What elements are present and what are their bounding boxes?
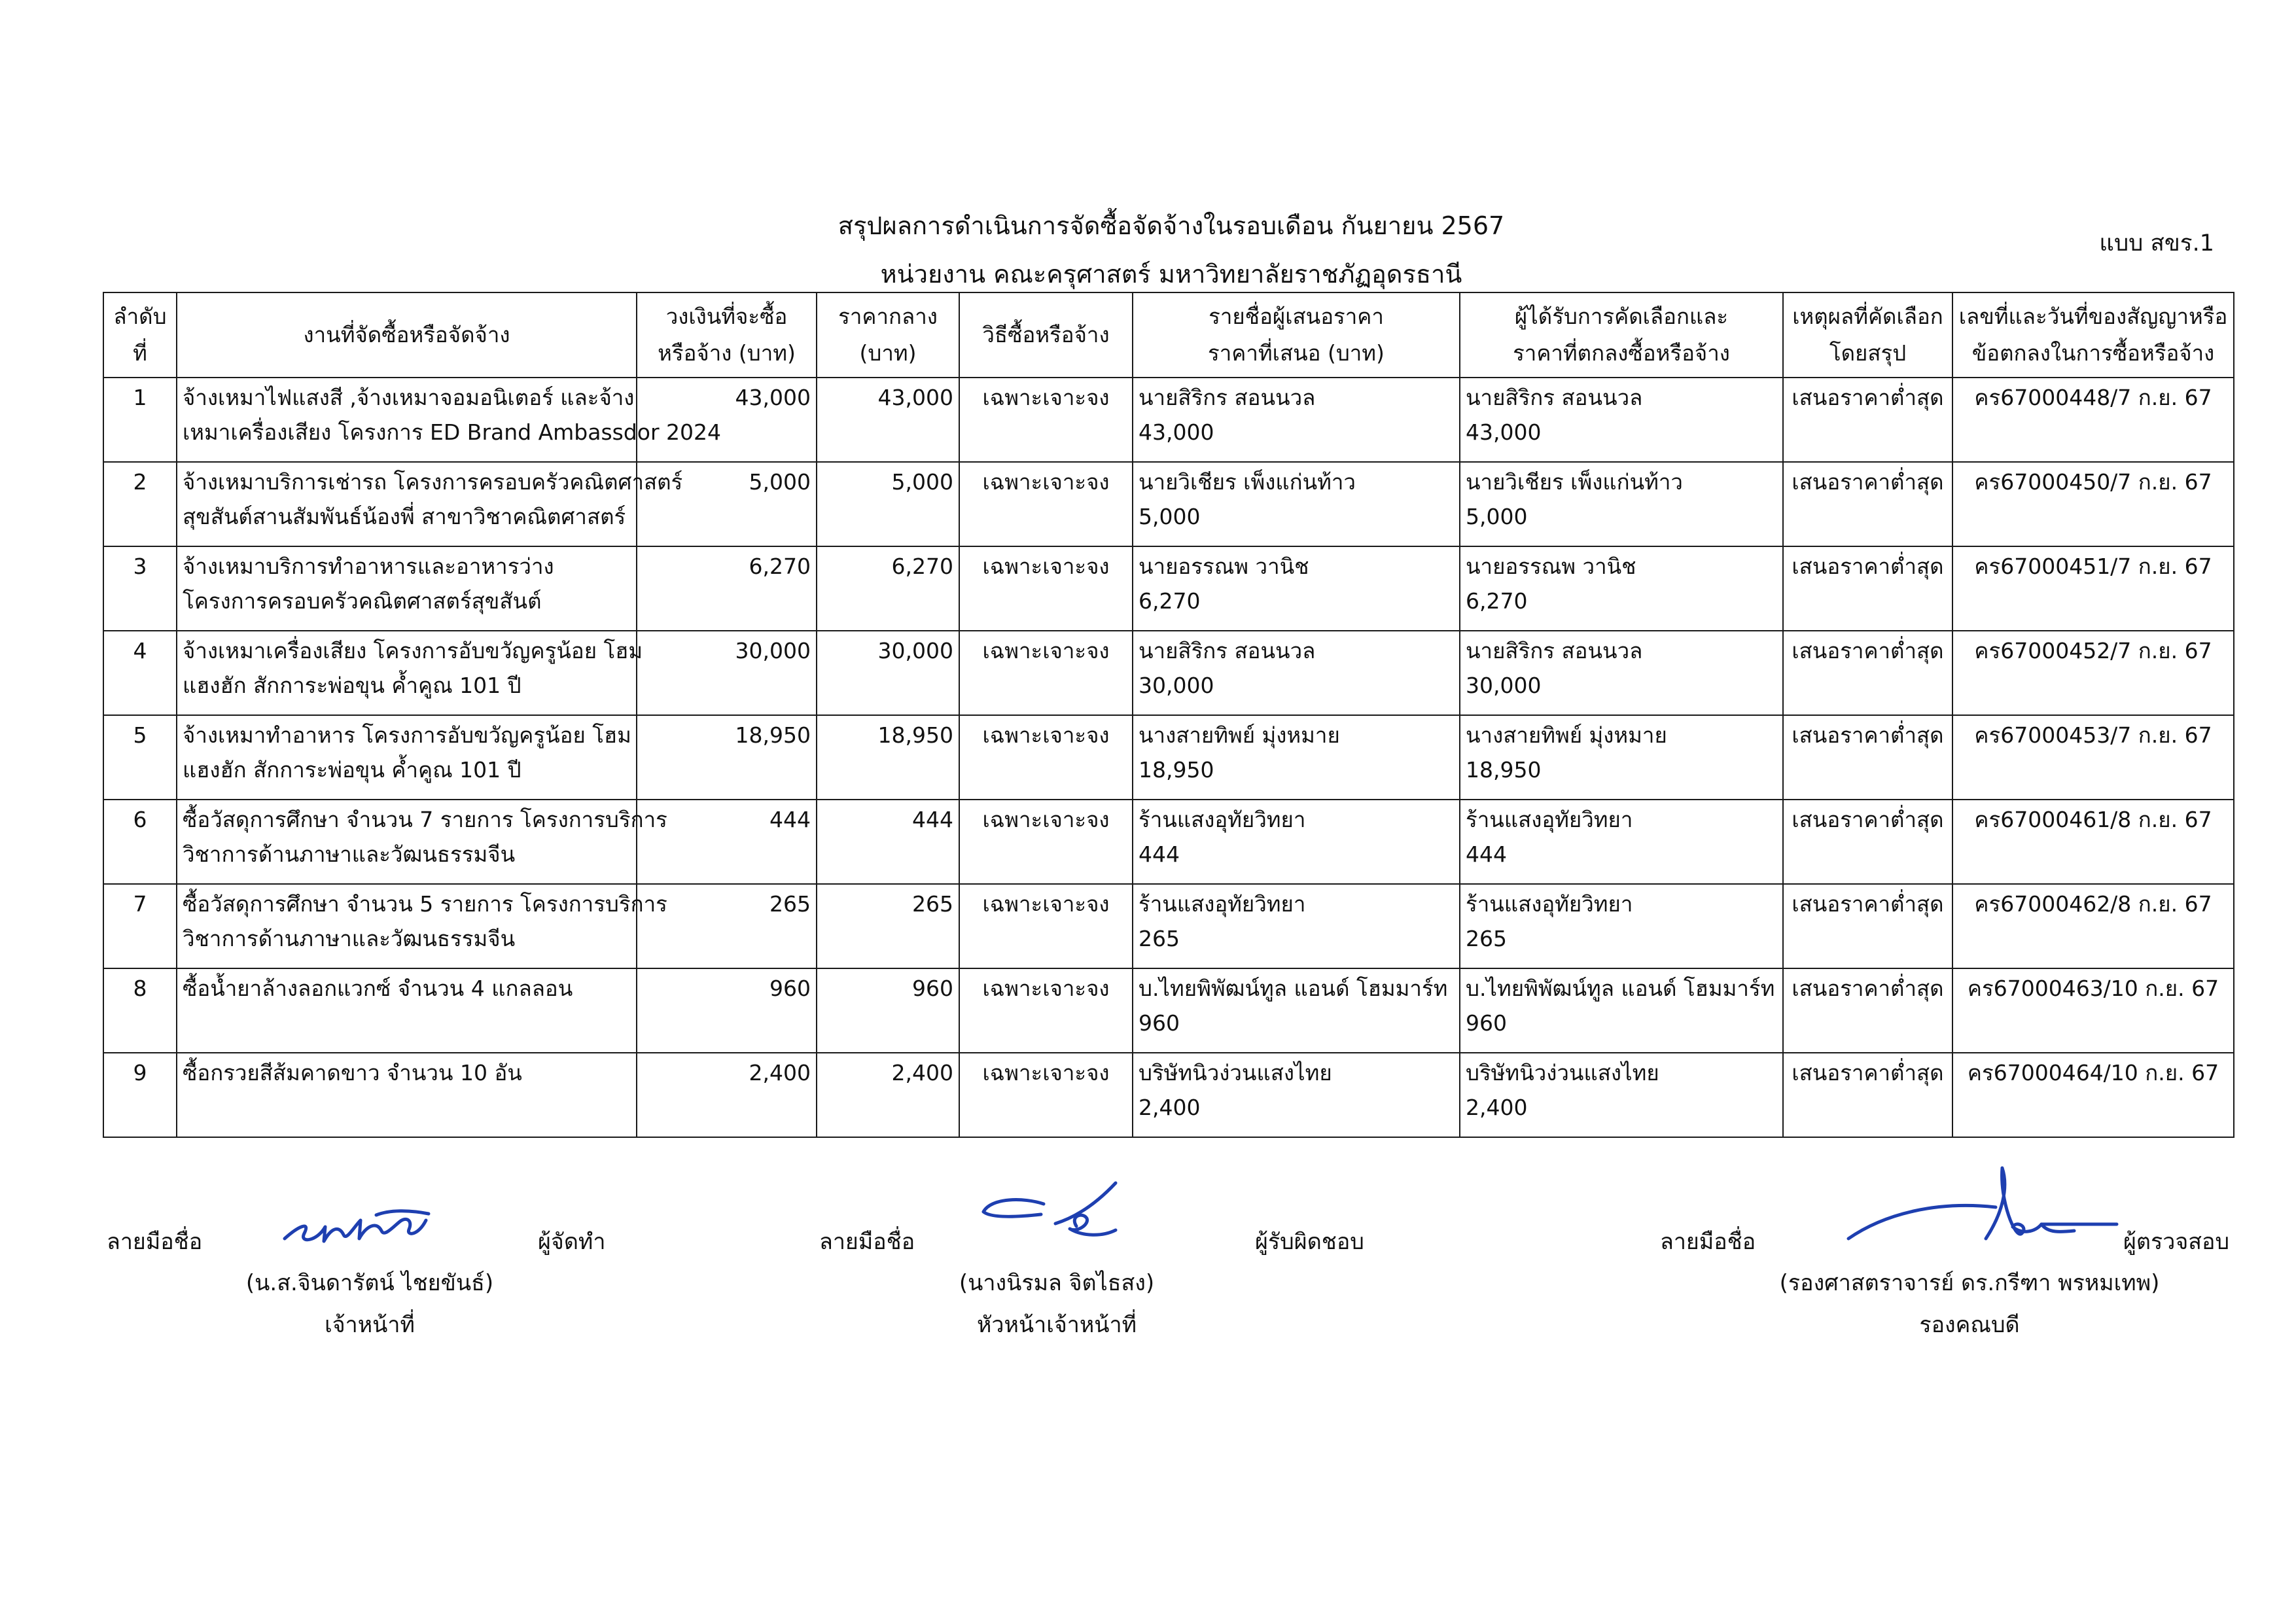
selection-reason-cell: [1783, 546, 1952, 631]
selection-reason-cell: [1783, 800, 1952, 884]
contract-reference: คร67000463/10 ก.ย. 67: [1967, 976, 2219, 1001]
bidder-cell: [1133, 631, 1460, 715]
contract-cell: [1952, 378, 2234, 462]
selection-reason: เสนอราคาต่ำสุด: [1792, 385, 1944, 410]
bidder-name: บริษัทนิวง่วนแสงไทย: [1139, 1060, 1332, 1086]
row-number-cell: [103, 968, 177, 1053]
winner-price: 2,400: [1466, 1094, 1528, 1120]
header-bidders: [1133, 292, 1460, 378]
bidder-price: 960: [1139, 1010, 1180, 1036]
work-description-line-1: จ้างเหมาเครื่องเสียง โครงการอับขวัญครูน้อย โฮม: [183, 638, 643, 663]
bidder-name: นายสิริกร สอนนวล: [1139, 385, 1316, 410]
work-description-cell: [177, 800, 667, 884]
median-price-cell: [817, 462, 959, 546]
contract-cell: [1952, 800, 2234, 884]
median-price-cell: [817, 968, 959, 1053]
budget-amount: 960: [769, 976, 811, 1001]
winner-name: นางสายทิพย์ มุ่งหมาย: [1466, 722, 1667, 748]
contract-reference: คร67000450/7 ก.ย. 67: [1974, 469, 2212, 495]
median-price-cell: [817, 884, 959, 968]
table-row: [103, 1053, 2234, 1137]
row-number-cell: [103, 800, 177, 884]
header-bidders-line-2: ราคาที่เสนอ (บาท): [1208, 340, 1385, 366]
work-description-line-2: แฮงฮัก สักการะพ่อขุน ค้ำคูณ 101 ปี: [183, 756, 521, 783]
work-description-cell: [177, 968, 637, 1053]
procurement-method: เฉพาะเจาะจง: [982, 976, 1110, 1001]
signature-role-reviewer: ผู้ตรวจสอบ: [2123, 1229, 2230, 1255]
table-row: [103, 378, 2234, 462]
header-median-line-2: (บาท): [859, 340, 917, 366]
signature-label-reviewer: ลายมือชื่อ: [1660, 1229, 1756, 1255]
winner-price: 30,000: [1466, 672, 1542, 698]
selection-reason: เสนอราคาต่ำสุด: [1792, 1060, 1944, 1086]
row-number: 8: [133, 976, 147, 1001]
winner-price: 6,270: [1466, 588, 1528, 614]
row-number: 9: [133, 1060, 147, 1086]
median-price: 6,270: [891, 554, 953, 579]
median-price: 960: [912, 976, 953, 1001]
header-reason: [1783, 292, 1952, 378]
header-contract-line-2: ข้อตกลงในการซื้อหรือจ้าง: [1971, 340, 2215, 366]
row-number-cell: [103, 884, 177, 968]
form-code: แบบ สขร.1: [2099, 230, 2214, 256]
header-bidders-line-1: รายชื่อผู้เสนอราคา: [1209, 303, 1384, 329]
work-description-line-1: ซื้อวัสดุการศึกษา จำนวน 7 รายการ โครงการบริการ: [183, 807, 667, 832]
row-number: 6: [133, 807, 147, 832]
table-body: [103, 378, 2234, 1137]
signature-title-reviewer: รองคณบดี: [1919, 1312, 2020, 1338]
selection-reason: เสนอราคาต่ำสุด: [1792, 554, 1944, 579]
budget-amount: 6,270: [749, 554, 811, 579]
table-row: [103, 800, 2234, 884]
selection-reason-cell: [1783, 1053, 1952, 1137]
median-price-cell: [817, 631, 959, 715]
median-price-cell: [817, 546, 959, 631]
selection-reason: เสนอราคาต่ำสุด: [1792, 638, 1944, 663]
budget-cell: [637, 968, 817, 1053]
bidder-name: นางสายทิพย์ มุ่งหมาย: [1139, 722, 1340, 748]
budget-amount: 30,000: [735, 638, 811, 663]
contract-cell: [1952, 715, 2234, 800]
procurement-method-cell: [959, 546, 1133, 631]
unit-title: หน่วยงาน คณะครุศาสตร์ มหาวิทยาลัยราชภัฏอุดรธานี: [880, 260, 1462, 289]
selection-reason: เสนอราคาต่ำสุด: [1792, 807, 1944, 832]
winner-cell: [1460, 631, 1783, 715]
bidder-price: 43,000: [1139, 419, 1214, 445]
budget-cell: [637, 631, 817, 715]
document-title: สรุปผลการดำเนินการจัดซื้อจัดจ้างในรอบเดือน กันยายน 2567: [838, 211, 1505, 240]
contract-reference: คร67000451/7 ก.ย. 67: [1974, 554, 2212, 579]
row-number: 3: [133, 554, 147, 579]
median-price: 5,000: [891, 469, 953, 495]
selection-reason-cell: [1783, 462, 1952, 546]
bidder-price: 18,950: [1139, 756, 1214, 783]
procurement-method: เฉพาะเจาะจง: [982, 638, 1110, 663]
winner-cell: [1460, 884, 1783, 968]
contract-reference: คร67000452/7 ก.ย. 67: [1974, 638, 2212, 663]
work-description-line-1: ซื้อวัสดุการศึกษา จำนวน 5 รายการ โครงการบริการ: [183, 891, 667, 917]
work-description-line-2: วิชาการด้านภาษาและวัฒนธรรมจีน: [183, 841, 516, 867]
selection-reason-cell: [1783, 378, 1952, 462]
median-price: 444: [912, 807, 953, 832]
header-median: [817, 292, 959, 378]
winner-name: นายสิริกร สอนนวล: [1466, 385, 1643, 410]
bidder-name: นายสิริกร สอนนวล: [1139, 638, 1316, 663]
winner-name: บ.ไทยพิพัฒน์ทูล แอนด์ โฮมมาร์ท: [1466, 976, 1775, 1001]
header-contract-line-1: เลขที่และวันที่ของสัญญาหรือ: [1958, 303, 2228, 329]
signature-responsible-scribble: [978, 1178, 1135, 1250]
bidder-name: นายอรรณพ วานิช: [1139, 554, 1309, 579]
row-number-cell: [103, 378, 177, 462]
selection-reason: เสนอราคาต่ำสุด: [1792, 722, 1944, 748]
work-description-line-1: จ้างเหมาบริการเช่ารถ โครงการครอบครัวคณิตศาสตร์: [183, 469, 683, 495]
bidder-name: ร้านแสงอุทัยวิทยา: [1139, 807, 1306, 832]
signature-title-preparer: เจ้าหน้าที่: [325, 1312, 415, 1338]
signature-role-responsible: ผู้รับผิดชอบ: [1255, 1229, 1364, 1255]
bidder-cell: [1133, 1053, 1460, 1137]
table-row: [103, 631, 2234, 715]
budget-amount: 265: [769, 891, 811, 917]
signature-name-reviewer: (รองศาสตราจารย์ ดร.กรีฑา พรหมเทพ): [1779, 1270, 2160, 1296]
contract-cell: [1952, 631, 2234, 715]
row-number: 2: [133, 469, 147, 495]
signature-preparer-scribble: [278, 1201, 442, 1253]
contract-reference: คร67000464/10 ก.ย. 67: [1967, 1060, 2219, 1086]
header-budget-line-1: วงเงินที่จะซื้อ: [665, 303, 788, 329]
contract-reference: คร67000462/8 ก.ย. 67: [1974, 891, 2212, 917]
budget-amount: 43,000: [735, 385, 811, 410]
work-description-line-2: แฮงฮัก สักการะพ่อขุน ค้ำคูณ 101 ปี: [183, 672, 521, 698]
winner-price: 444: [1466, 841, 1507, 867]
median-price: 18,950: [877, 722, 953, 748]
work-description-cell: [177, 715, 637, 800]
bidder-price: 5,000: [1139, 503, 1201, 529]
contract-reference: คร67000448/7 ก.ย. 67: [1974, 385, 2212, 410]
selection-reason-cell: [1783, 884, 1952, 968]
header-method: [959, 292, 1133, 378]
procurement-table: [103, 292, 2234, 1138]
procurement-method: เฉพาะเจาะจง: [982, 554, 1110, 579]
selection-reason: เสนอราคาต่ำสุด: [1792, 469, 1944, 495]
work-description-cell: [177, 884, 667, 968]
winner-cell: [1460, 715, 1783, 800]
bidder-name: บ.ไทยพิพัฒน์ทูล แอนด์ โฮมมาร์ท: [1139, 976, 1448, 1001]
median-price-cell: [817, 1053, 959, 1137]
work-description-line-1: ซื้อกรวยสีส้มคาดขาว จำนวน 10 อัน: [183, 1060, 522, 1086]
winner-cell: [1460, 1053, 1783, 1137]
work-description-cell: [177, 462, 683, 546]
table-row: [103, 462, 2234, 546]
bidder-price: 2,400: [1139, 1094, 1201, 1120]
header-work: [177, 292, 637, 378]
winner-name: บริษัทนิวง่วนแสงไทย: [1466, 1060, 1659, 1086]
table-row: [103, 884, 2234, 968]
median-price-cell: [817, 800, 959, 884]
contract-reference: คร67000461/8 ก.ย. 67: [1974, 807, 2212, 832]
procurement-method: เฉพาะเจาะจง: [982, 469, 1110, 495]
procurement-method: เฉพาะเจาะจง: [982, 722, 1110, 748]
winner-name: นายสิริกร สอนนวล: [1466, 638, 1643, 663]
table-row: [103, 546, 2234, 631]
table-row: [103, 715, 2234, 800]
header-budget-line-2: หรือจ้าง (บาท): [658, 340, 796, 366]
bidder-price: 444: [1139, 841, 1180, 867]
budget-amount: 2,400: [749, 1060, 811, 1086]
procurement-method-cell: [959, 800, 1133, 884]
header-method-line-1: วิธีซื้อหรือจ้าง: [982, 321, 1110, 347]
median-price-cell: [817, 378, 959, 462]
work-description-line-1: จ้างเหมาไฟแสงสี ,จ้างเหมาจอมอนิเตอร์ และจ้าง: [183, 385, 635, 410]
winner-cell: [1460, 800, 1783, 884]
median-price-cell: [817, 715, 959, 800]
header-reason-line-1: เหตุผลที่คัดเลือก: [1792, 303, 1943, 329]
winner-price: 43,000: [1466, 419, 1542, 445]
signature-title-responsible: หัวหน้าเจ้าหน้าที่: [976, 1312, 1137, 1338]
header-winner: [1460, 292, 1783, 378]
row-number-cell: [103, 631, 177, 715]
row-number: 5: [133, 722, 147, 748]
winner-cell: [1460, 462, 1783, 546]
header-work-line-1: งานที่จัดซื้อหรือจัดจ้าง: [303, 321, 510, 347]
procurement-method-cell: [959, 462, 1133, 546]
contract-cell: [1952, 1053, 2234, 1137]
bidder-cell: [1133, 546, 1460, 631]
winner-name: ร้านแสงอุทัยวิทยา: [1466, 807, 1633, 832]
procurement-method-cell: [959, 631, 1133, 715]
bidder-price: 265: [1139, 925, 1180, 951]
header-no-line-1: ลำดับ: [113, 303, 167, 329]
budget-cell: [637, 715, 817, 800]
median-price: 265: [912, 891, 953, 917]
budget-cell: [637, 546, 817, 631]
work-description-cell: [177, 1053, 637, 1137]
contract-cell: [1952, 462, 2234, 546]
contract-cell: [1952, 546, 2234, 631]
procurement-method: เฉพาะเจาะจง: [982, 385, 1110, 410]
row-number: 1: [133, 385, 147, 410]
procurement-method-cell: [959, 968, 1133, 1053]
bidder-price: 30,000: [1139, 672, 1214, 698]
winner-price: 5,000: [1466, 503, 1528, 529]
winner-cell: [1460, 546, 1783, 631]
work-description-line-1: จ้างเหมาบริการทำอาหารและอาหารว่าง: [183, 554, 554, 579]
signature-reviewer-scribble: [1845, 1161, 2120, 1260]
header-contract: [1952, 292, 2234, 378]
selection-reason: เสนอราคาต่ำสุด: [1792, 976, 1944, 1001]
signature-label-preparer: ลายมือชื่อ: [107, 1229, 203, 1255]
row-number-cell: [103, 715, 177, 800]
selection-reason: เสนอราคาต่ำสุด: [1792, 891, 1944, 917]
header-winner-line-1: ผู้ได้รับการคัดเลือกและ: [1514, 303, 1729, 329]
signature-name-preparer: (น.ส.จินดารัตน์ ไชยขันธ์): [245, 1270, 494, 1296]
signature-role-preparer: ผู้จัดทำ: [538, 1229, 606, 1255]
procurement-method: เฉพาะเจาะจง: [982, 807, 1110, 832]
header-budget: [637, 292, 817, 378]
header-winner-line-2: ราคาที่ตกลงซื้อหรือจ้าง: [1513, 340, 1730, 366]
median-price: 30,000: [877, 638, 953, 663]
contract-cell: [1952, 968, 2234, 1053]
median-price: 43,000: [877, 385, 953, 410]
work-description-line-2: วิชาการด้านภาษาและวัฒนธรรมจีน: [183, 925, 516, 951]
budget-amount: 5,000: [749, 469, 811, 495]
winner-price: 18,950: [1466, 756, 1542, 783]
bidder-cell: [1133, 715, 1460, 800]
winner-name: นายอรรณพ วานิช: [1466, 554, 1636, 579]
bidder-name: นายวิเชียร เพ็งแก่นท้าว: [1139, 469, 1356, 495]
budget-amount: 444: [769, 807, 811, 832]
row-number: 4: [133, 638, 147, 663]
procurement-method: เฉพาะเจาะจง: [982, 1060, 1110, 1086]
work-description-cell: [177, 546, 637, 631]
winner-cell: [1460, 968, 1783, 1053]
table-header-row: [103, 292, 2234, 378]
work-description-line-1: จ้างเหมาทำอาหาร โครงการอับขวัญครูน้อย โฮม: [183, 722, 631, 748]
bidder-cell: [1133, 800, 1460, 884]
procurement-method-cell: [959, 1053, 1133, 1137]
header-no-line-2: ที่: [133, 340, 147, 366]
selection-reason-cell: [1783, 968, 1952, 1053]
work-description-line-2: สุขสันต์สานสัมพันธ์น้องพี่ สาขาวิชาคณิตศาสตร์: [183, 503, 626, 529]
winner-name: นายวิเชียร เพ็งแก่นท้าว: [1466, 469, 1683, 495]
contract-reference: คร67000453/7 ก.ย. 67: [1974, 722, 2212, 748]
bidder-cell: [1133, 884, 1460, 968]
procurement-method: เฉพาะเจาะจง: [982, 891, 1110, 917]
table-row: [103, 968, 2234, 1053]
header-median-line-1: ราคากลาง: [838, 303, 938, 329]
winner-price: 960: [1466, 1010, 1507, 1036]
bidder-name: ร้านแสงอุทัยวิทยา: [1139, 891, 1306, 917]
work-description-line-2: เหมาเครื่องเสียง โครงการ ED Brand Ambassdor 2024: [183, 419, 722, 445]
bidder-cell: [1133, 378, 1460, 462]
procurement-method-cell: [959, 715, 1133, 800]
bidder-cell: [1133, 968, 1460, 1053]
winner-name: ร้านแสงอุทัยวิทยา: [1466, 891, 1633, 917]
row-number: 7: [133, 891, 147, 917]
winner-price: 265: [1466, 925, 1507, 951]
winner-cell: [1460, 378, 1783, 462]
work-description-cell: [177, 631, 643, 715]
work-description-line-2: โครงการครอบครัวคณิตศาสตร์สุขสันต์: [183, 588, 542, 614]
contract-cell: [1952, 884, 2234, 968]
signature-name-responsible: (นางนิรมล จิตไธสง): [959, 1270, 1155, 1296]
work-description-line-1: ซื้อน้ำยาล้างลอกแวกซ์ จำนวน 4 แกลลอน: [183, 976, 573, 1001]
row-number-cell: [103, 546, 177, 631]
bidder-price: 6,270: [1139, 588, 1201, 614]
budget-amount: 18,950: [735, 722, 811, 748]
signature-label-responsible: ลายมือชื่อ: [819, 1229, 915, 1255]
row-number-cell: [103, 1053, 177, 1137]
procurement-method-cell: [959, 884, 1133, 968]
work-description-cell: [177, 378, 722, 462]
header-reason-line-2: โดยสรุป: [1829, 340, 1907, 366]
procurement-method-cell: [959, 378, 1133, 462]
header-no: [103, 292, 177, 378]
median-price: 2,400: [891, 1060, 953, 1086]
bidder-cell: [1133, 462, 1460, 546]
budget-cell: [637, 1053, 817, 1137]
selection-reason-cell: [1783, 715, 1952, 800]
selection-reason-cell: [1783, 631, 1952, 715]
row-number-cell: [103, 462, 177, 546]
